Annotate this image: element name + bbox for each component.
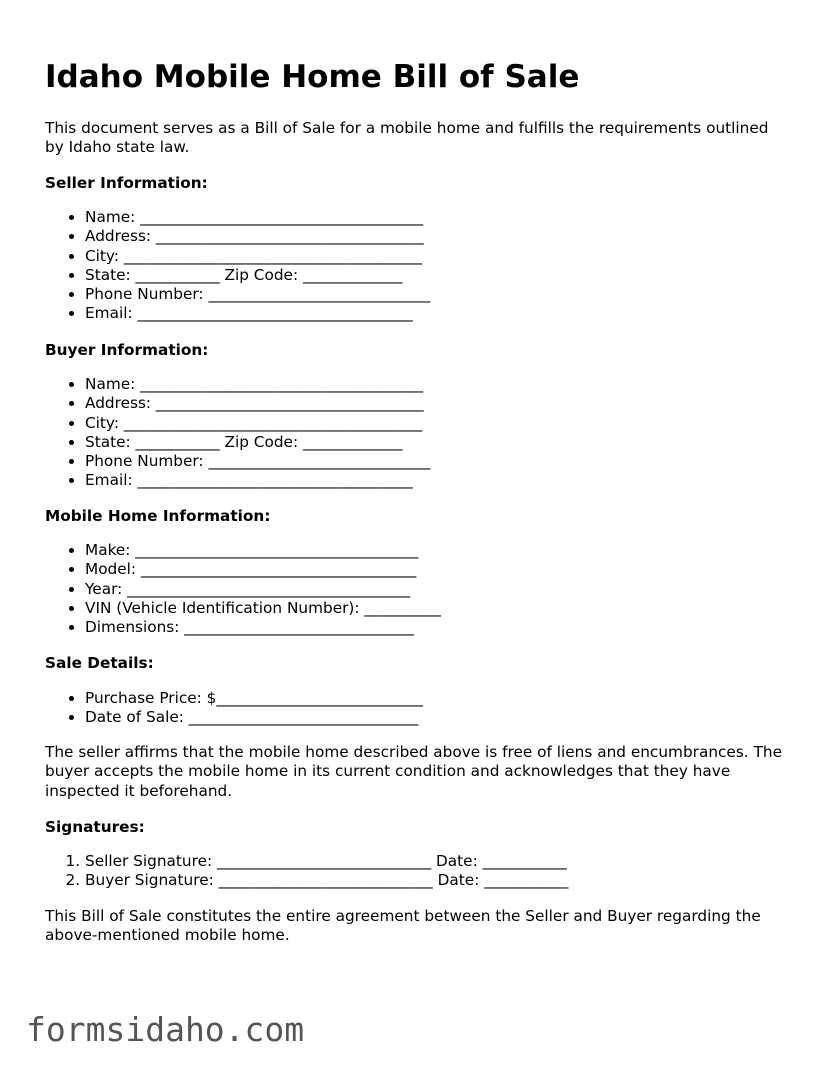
date-of-sale-field[interactable]: • Date of Sale: ______________________________ [85, 708, 423, 727]
signatures-list [45, 852, 568, 891]
mobile-home-heading: Mobile Home Information: [45, 507, 271, 525]
sale-list [45, 689, 423, 728]
seller-list [45, 208, 430, 324]
vin-field[interactable]: • VIN (Vehicle Identification Number): __________ [85, 599, 441, 618]
signatures-heading: Signatures: [45, 818, 145, 836]
seller-address-field[interactable]: • Address: ___________________________________ [85, 227, 430, 246]
buyer-email-field[interactable]: • Email: ____________________________________ [85, 471, 430, 490]
seller-name-field[interactable]: • Name: _____________________________________ [85, 208, 430, 227]
buyer-city-field[interactable]: • City: _______________________________________ [85, 414, 430, 433]
seller-state-zip-field[interactable]: • State: ___________ Zip Code: _____________ [85, 266, 430, 285]
seller-signature-field[interactable]: 1. Seller Signature: ____________________________ Date: ___________ [85, 852, 568, 871]
mobile-home-list [45, 541, 441, 637]
page-title: Idaho Mobile Home Bill of Sale [45, 59, 580, 95]
intro-paragraph: This document serves as a Bill of Sale for a mobile home and fulfills the requirements outlined by Idaho state law. [45, 119, 769, 157]
buyer-state-zip-field[interactable]: • State: ___________ Zip Code: _____________ [85, 433, 430, 452]
buyer-name-field[interactable]: • Name: _____________________________________ [85, 375, 430, 394]
site-watermark: formsidaho.com [26, 1010, 305, 1049]
seller-phone-field[interactable]: • Phone Number: _____________________________ [85, 285, 430, 304]
buyer-address-field[interactable]: • Address: ___________________________________ [85, 394, 430, 413]
buyer-phone-field[interactable]: • Phone Number: _____________________________ [85, 452, 430, 471]
buyer-list [45, 375, 430, 491]
seller-city-field[interactable]: • City: _______________________________________ [85, 247, 430, 266]
affirmation-paragraph: The seller affirms that the mobile home described above is free of liens and encumbrances. The buyer accepts the mobile home in its current condition and acknowledges that they have inspected it beforehand. [45, 743, 782, 800]
make-field[interactable]: • Make: _____________________________________ [85, 541, 441, 560]
sale-heading: Sale Details: [45, 654, 154, 672]
buyer-heading: Buyer Information: [45, 341, 209, 359]
purchase-price-field[interactable]: • Purchase Price: $___________________________ [85, 689, 423, 708]
dimensions-field[interactable]: • Dimensions: ______________________________ [85, 618, 441, 637]
model-field[interactable]: • Model: ____________________________________ [85, 560, 441, 579]
year-field[interactable]: • Year: _____________________________________ [85, 580, 441, 599]
closing-paragraph: This Bill of Sale constitutes the entire agreement between the Seller and Buyer regarding the above-mentioned mobile home. [45, 907, 761, 945]
buyer-signature-field[interactable]: 2. Buyer Signature: ____________________________ Date: ___________ [85, 871, 568, 890]
seller-heading: Seller Information: [45, 174, 208, 192]
seller-email-field[interactable]: • Email: ____________________________________ [85, 304, 430, 323]
